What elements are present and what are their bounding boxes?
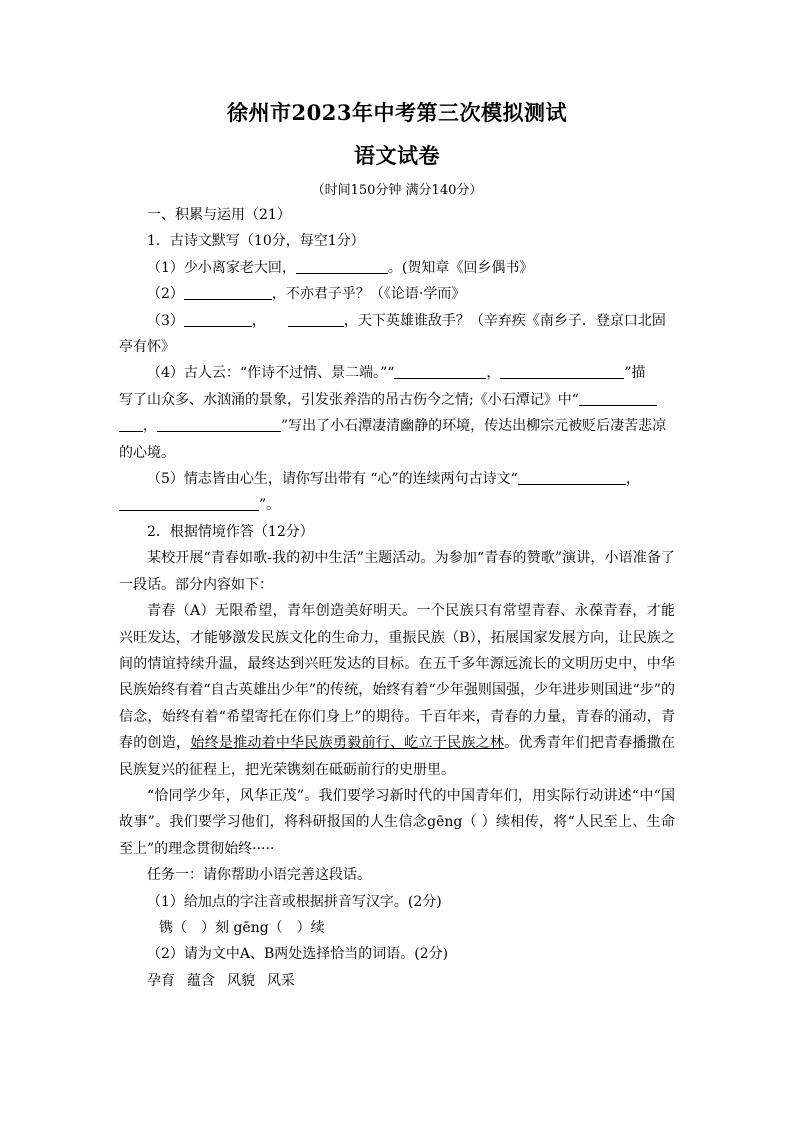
question-1-item-4-cont: [119, 387, 675, 413]
word-option: 风采: [267, 972, 295, 989]
item-text: （3）: [147, 312, 184, 329]
exam-time-note: （时间150分钟 满分140分）: [311, 183, 483, 198]
answer-blank[interactable]: [394, 362, 486, 379]
exam-subject: 语文试卷: [354, 143, 440, 168]
speech-paragraph-2: “恰同学少年，风华正茂”。我们要学习新时代的中国青年们，用实际行动讲述“中“国故事”。我们要学习他们，将科研报国的人生信念gēng（ ）续相传，将“人民至上、生命至上”的理念贯彻始终·····: [119, 787, 675, 857]
item-text: （2）: [147, 286, 184, 303]
item-text: ，天下英雄谁敌手？（辛弃疾《南乡子．登京口北固: [343, 312, 666, 329]
paragraph-text: 青春（A）无限希望，青年创造美好明天。一个民族只有常望青春、永葆青春，才能兴旺发达，才能够激发民族文化的生命力，重振民族（B），拓展国家发展方向，让民族之间的情谊持续升温，最终达到兴旺发达的目标。在五千多年源远流长的文明历史中，中华民族始终有着“自古英雄出少年”的传统，始终有着“少年强则国强，少年进步则国进“步”的信念，始终有着“希望寄托在你们身上”的期待。千百年来，青春的力量，青春的涌动，青春的创造，: [119, 603, 675, 752]
paragraph-text: 。优秀青年们把青春播撒在民族复兴的征程上，把光荣镌刻在砥砺前行的史册里。: [119, 735, 676, 778]
answer-blank[interactable]: [296, 257, 388, 274]
item-text: 写了山众多、水汹涌的景象，引发张养浩的吊古伤今之情;《小石潭记》中“: [119, 391, 579, 408]
question-1-item-2: [119, 281, 675, 307]
answer-blank[interactable]: [184, 283, 272, 300]
question-1-item-3-cont: 亭有怀》: [119, 339, 175, 356]
word-option: 孕育: [147, 972, 175, 989]
item-text: 。(贺知章《回乡偶书》: [387, 259, 534, 276]
question-1-item-5-cont: [119, 492, 675, 518]
item-text: ”写出了小石潭凄清幽静的环境，传达出柳宗元被贬后凄苦悲凉: [281, 418, 667, 435]
section-heading: 一、积累与运用（21）: [147, 207, 291, 223]
item-text: （4）古人云：“作诗不过情、景二端。”“: [147, 365, 395, 382]
speech-paragraph-1: [119, 598, 675, 783]
question-1-item-4: [119, 360, 675, 386]
answer-blank[interactable]: [518, 468, 626, 485]
question-1-item-5: [119, 466, 675, 492]
word-options: [119, 968, 675, 994]
item-text: ”描: [624, 365, 646, 382]
question-1-item-4-cont2: [119, 413, 675, 439]
answer-blank[interactable]: [184, 310, 252, 327]
question-1-item-4-cont3: 的心境。: [119, 444, 175, 461]
item-text: （1）少小离家老大回，: [147, 259, 296, 276]
question-1-item-1: [119, 255, 675, 281]
word-option: 蕴含: [187, 972, 215, 989]
answer-blank[interactable]: [157, 415, 281, 432]
task-1-heading: 任务一：请你帮助小语完善这段话。: [147, 867, 371, 884]
underlined-sentence: 始终是推动着中华民族勇毅前行、屹立于民族之林: [190, 735, 505, 752]
question-1-heading: 1．古诗文默写（10分，每空1分）: [147, 233, 365, 250]
question-2-intro: 某校开展“青春如歌-我的初中生活”主题活动。为参加“青春的赞歌”演讲，小语准备了一段话。部分内容如下：: [119, 550, 675, 593]
item-text: ，不亦君子乎？（《论语·学而》: [271, 286, 466, 303]
task-1-question-1-answer: 镌（ ）刻 gēng（ ）续: [159, 919, 325, 936]
answer-blank[interactable]: [119, 415, 143, 432]
item-text: ，: [143, 418, 157, 435]
answer-blank[interactable]: [579, 389, 657, 406]
task-1-question-2: （2）请为文中A、B两处选择恰当的词语。(2分): [147, 946, 449, 963]
item-text: （5）情志皆由心生，请你写出带有 “心”的连续两句古诗文“: [147, 471, 518, 488]
answer-blank[interactable]: [288, 310, 344, 327]
item-text: ”。: [259, 497, 281, 514]
question-1-item-3: [119, 308, 675, 334]
exam-body: [119, 202, 675, 994]
task-1-question-1: （1）给加点的字注音或根据拼音写汉字。(2分): [147, 893, 442, 910]
item-text: ，: [486, 365, 501, 382]
word-option: 风貌: [227, 972, 255, 989]
item-text: ，: [625, 471, 640, 488]
answer-blank[interactable]: [119, 494, 259, 511]
answer-blank[interactable]: [500, 362, 624, 379]
item-text: ，: [251, 312, 266, 329]
exam-title: 徐州市2023年中考第三次模拟测试: [227, 100, 567, 125]
question-2-heading: 2．根据情境作答（12分）: [147, 523, 314, 540]
